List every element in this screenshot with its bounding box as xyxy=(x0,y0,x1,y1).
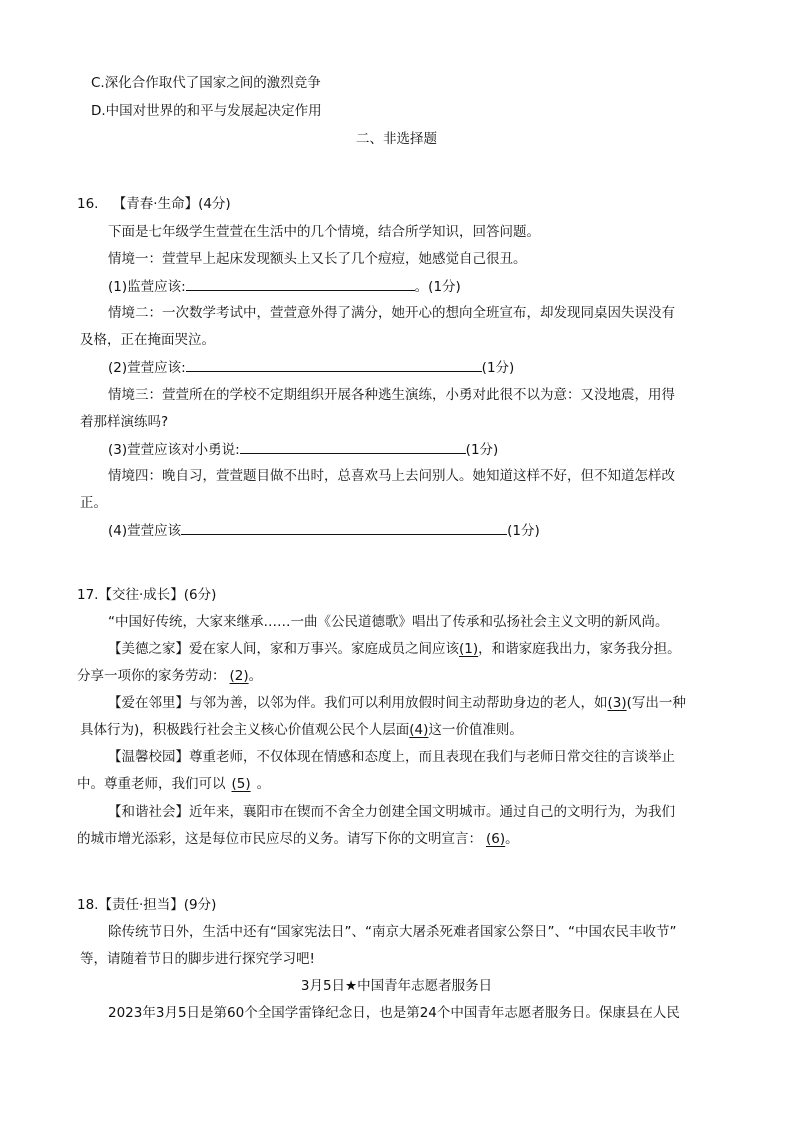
q16-answer-2-suffix: (1分) xyxy=(481,360,515,376)
option-d: D.中国对世界的和平与发展起决定作用 xyxy=(91,103,322,119)
q18-intro-line-1: 除传统节日外，生活中还有“国家宪法日”、“南京大屠杀死难者国家公祭日”、“中国农民丰收节” xyxy=(108,924,677,940)
q16-situation-4-line-1: 情境四：晚自习，萱萱题目做不出时，总喜欢马上去问别人。她知道这样不好，但不知道怎样改 xyxy=(108,468,675,484)
q16-answer-4 xyxy=(108,520,540,541)
q16-score: (4分) xyxy=(198,196,231,212)
q17-p3-text-b: 中。尊重老师，我们可以 xyxy=(77,776,226,792)
q17-p2-text-c: (写出一种 xyxy=(626,695,686,711)
q16-answer-4-suffix: (1分) xyxy=(507,523,540,539)
q17-blank-4[interactable]: (4) xyxy=(409,722,429,738)
q17-p1-text-e: 。 xyxy=(248,668,263,684)
q16-situation-4-line-2: 正。 xyxy=(80,495,107,511)
option-c: C.深化合作取代了国家之间的激烈竞争 xyxy=(91,75,321,91)
q16-answer-3-prefix: (3)萱萱应该对小勇说: xyxy=(108,442,240,458)
q17-p1-text-a: 【美德之家】爱在家人间，家和万事兴。家庭成员之间应该 xyxy=(108,641,459,657)
q17-blank-2[interactable]: (2) xyxy=(229,668,249,684)
q16-answer-1-blank[interactable] xyxy=(186,276,415,291)
q17-p3-text-c: 。 xyxy=(256,776,271,792)
q16-answer-3-blank[interactable] xyxy=(240,439,466,454)
q17-blank-5[interactable]: (5) xyxy=(231,776,251,792)
q16-answer-2-blank[interactable] xyxy=(186,357,482,372)
q17-paragraph-3-line-1: 【温馨校园】尊重老师，不仅体现在情感和态度上，而且表现在我们与老师日常交往的言谈举止 xyxy=(108,749,675,765)
q16-tag: 【青春·生命】 xyxy=(112,196,199,212)
q18-intro-line-2: 等，请随着节日的脚步进行探究学习吧! xyxy=(80,951,315,967)
q18-subtitle: 3月5日★中国青年志愿者服务日 xyxy=(300,978,493,994)
q17-paragraph-1-line-2 xyxy=(77,666,262,686)
q17-p1-text-c: ，和谐家庭我出力，家务我分担。 xyxy=(478,641,681,657)
q17-p2-text-a: 【爱在邻里】与邻为善，以邻为伴。我们可以利用放假时间主动帮助身边的老人，如 xyxy=(108,695,608,711)
q16-situation-2-line-1: 情境二：一次数学考试中，萱萱意外得了满分，她开心的想向全班宣布，却发现同桌因失误没有 xyxy=(108,305,675,321)
q17-paragraph-4-line-1: 【和谐社会】近年来，襄阳市在锲而不舍全力创建全国文明城市。通过自己的文明行为，为我们 xyxy=(108,804,675,820)
q16-answer-4-prefix: (4)萱萱应该 xyxy=(108,523,182,539)
q18-paragraph-1: 2023年3月5日是第60个全国学雷锋纪念日，也是第24个中国青年志愿者服务日。保康县在人民 xyxy=(108,1005,680,1021)
q16-situation-3-line-1: 情境三：萱萱所在的学校不定期组织开展各种逃生演练，小勇对此很不以为意：又没地震，用得 xyxy=(108,387,675,403)
q17-blank-1[interactable]: (1) xyxy=(459,641,479,657)
q17-p1-text-d: 分享一项你的家务劳动： xyxy=(77,668,226,684)
q17-blank-6[interactable]: (6) xyxy=(486,831,506,847)
q17-blank-3[interactable]: (3) xyxy=(607,695,627,711)
q16-answer-2 xyxy=(108,357,514,378)
q16-situation-2-line-2: 及格，正在掩面哭泣。 xyxy=(80,332,215,348)
q17-paragraph-3-line-2 xyxy=(77,774,270,794)
q17-paragraph-1-line-1 xyxy=(108,639,681,659)
q16-situation-1: 情境一：萱萱早上起床发现额头上又长了几个痘痘，她感觉自己很丑。 xyxy=(108,251,527,267)
q16-answer-1 xyxy=(108,276,461,297)
q16-answer-2-prefix: (2)萱萱应该: xyxy=(108,360,186,376)
q17-paragraph-2-line-2 xyxy=(80,720,523,740)
q17-paragraph-2-line-1 xyxy=(108,693,686,713)
q16-header xyxy=(77,194,231,214)
q18-title: 18.【责任·担当】(9分) xyxy=(77,897,217,913)
q17-intro: “中国好传统，大家来继承……一曲《公民道德歌》唱出了传承和弘扬社会主义文明的新风尚。 xyxy=(108,614,669,630)
q17-title: 17.【交往·成长】(6分) xyxy=(77,587,217,603)
q16-answer-1-prefix: (1)监萱应该: xyxy=(108,279,186,295)
q16-situation-3-line-2: 着那样演练吗? xyxy=(80,414,169,430)
q17-p2-text-d: 具体行为)，积极践行社会主义核心价值观公民个人层面 xyxy=(80,722,410,738)
q17-p2-text-e: 这一价值准则。 xyxy=(428,722,523,738)
q17-p4-text-c: 。 xyxy=(505,831,519,847)
q17-p4-text-b: 的城市增光添彩，这是每位市民应尽的义务。请写下你的文明宣言： xyxy=(77,831,482,847)
q17-paragraph-4-line-2 xyxy=(77,829,519,849)
q16-answer-1-suffix: 。(1分) xyxy=(414,279,461,295)
q16-answer-4-blank[interactable] xyxy=(181,520,507,535)
q16-answer-3-suffix: (1分) xyxy=(465,442,499,458)
q16-intro: 下面是七年级学生萱萱在生活中的几个情境，结合所学知识，回答问题。 xyxy=(108,224,540,240)
section-title: 二、非选择题 xyxy=(356,131,437,147)
q16-number: 16. xyxy=(77,196,99,212)
q16-answer-3 xyxy=(108,439,498,460)
